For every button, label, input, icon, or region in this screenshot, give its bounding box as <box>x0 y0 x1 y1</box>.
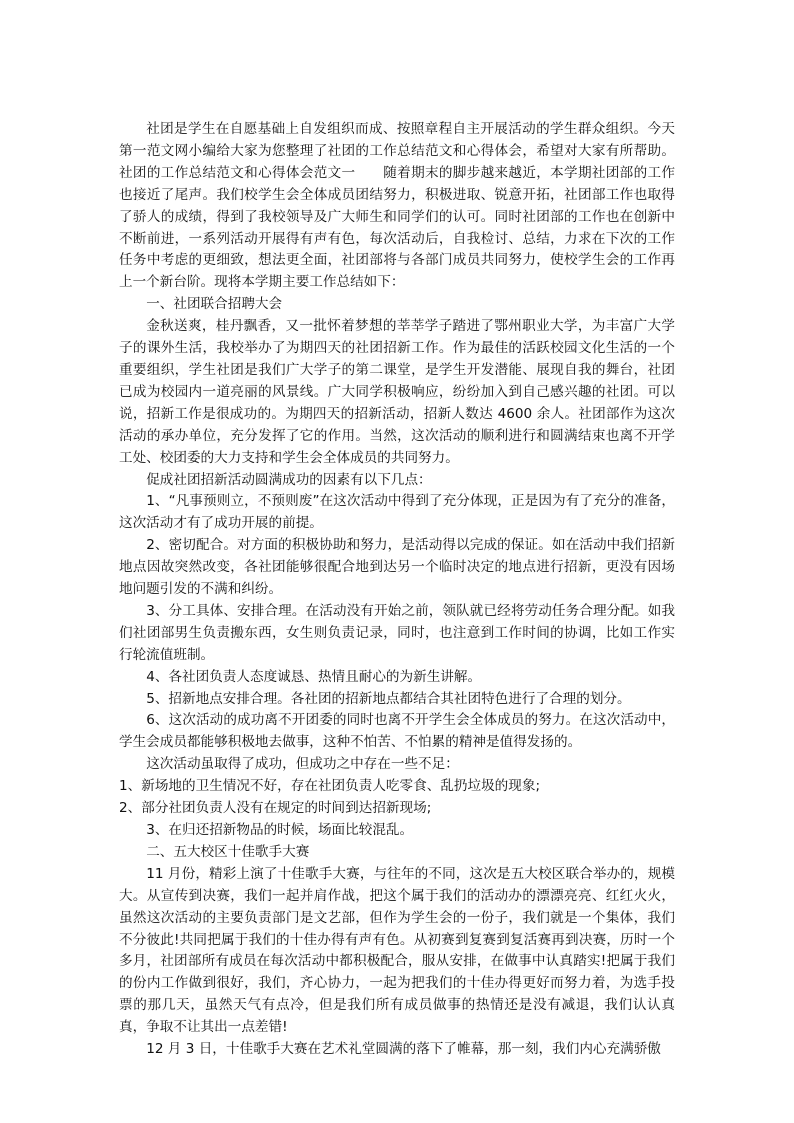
list-item: 1、“凡事预则立，不预则废”在这次活动中得到了充分体现，正是因为有了充分的准备，这次活动才有了成功开展的前提。 <box>119 493 675 532</box>
list-item: 2、部分社团负责人没有在规定的时间到达招新现场; <box>119 800 432 817</box>
list-item: 4、各社团负责人态度诚恳、热情且耐心的为新生讲解。 <box>146 668 482 685</box>
paragraph: 12 月 3 日，十佳歌手大赛在艺术礼堂圆满的落下了帷幕，那一刻，我们内心充满骄傲 <box>146 1041 661 1058</box>
list-item: 5、招新地点安排合理。各社团的招新地点都结合其社团特色进行了合理的划分。 <box>146 690 631 707</box>
paragraph: 11 月份，精彩上演了十佳歌手大赛，与往年的不同，这次是五大校区联合举办的，规模大。从宣传到决赛，我们一起并肩作战，把这个属于我们的活动办的漂漂亮亮、红红火火，虽然这次活动的主要负责部门是文艺部，但作为学生会的一份子，我们就是一个集体，我们不分彼此!共同把属于我们的十佳办得有声有色。从初赛到复赛到复活赛再到决赛，历时一个多月，社团部所有成员在每次活动中都积极配合，服从安排，在做事中认真踏实!把属于我们的份内工作做到很好，我们，齐心协力，一起为把我们的十佳办得更好而努力着，为选手投票的那几天，虽然天气有点冷，但是我们所有成员做事的热情还是没有减退，我们认认真真，争取不让其出一点差错! <box>119 865 675 1036</box>
intro-paragraph: 社团是学生在自愿基础上自发组织而成、按照章程自主开展活动的学生群众组织。今天第一范文网小编给大家为您整理了社团的工作总结范文和心得体会，希望对大家有所帮助。社团的工作总结范文和心得体会范文一 随着期末的脚步越来越近，本学期社团部的工作也接近了尾声。我们校学生会全体成员团结努力，积极进取、锐意开拓，社团部工作也取得了骄人的成绩，得到了我校领导及广大师生和同学们的认可。同时社团部的工作也在创新中不断前进，一系列活动开展得有声有色，每次活动后，自我检讨、总结，力求在下次的工作任务中考虑的更细致，想法更全面，社团部将与各部门成员共同努力，使校学生会的工作再上一个新台阶。现将本学期主要工作总结如下： <box>119 121 675 291</box>
list-item: 1、新场地的卫生情况不好，存在社团负责人吃零食、乱扔垃圾的现象; <box>119 778 541 795</box>
list-item: 2、密切配合。对方面的积极协助和努力，是活动得以完成的保证。如在活动中我们招新地点因故突然改变，各社团能够很配合地到达另一个临时决定的地点进行招新，更没有因场地问题引发的不满和纠纷。 <box>119 537 675 598</box>
list-item: 3、分工具体、安排合理。在活动没有开始之前，领队就已经将劳动任务合理分配。如我们社团部男生负责搬东西，女生则负责记录，同时，也注意到工作时间的协调，比如工作实行轮流值班制。 <box>119 602 675 663</box>
section-heading-1: 一、社团联合招聘大会 <box>146 296 283 313</box>
paragraph: 这次活动虽取得了成功，但成功之中存在一些不足： <box>146 756 459 773</box>
list-item: 6、这次活动的成功离不开团委的同时也离不开学生会全体成员的努力。在这次活动中，学生会成员都能够积极地去做事，这种不怕苦、不怕累的精神是值得发扬的。 <box>119 712 675 751</box>
document-body <box>119 119 675 1061</box>
paragraph: 金秋送爽，桂丹飘香，又一批怀着梦想的莘莘学子踏进了鄂州职业大学，为丰富广大学子的课外生活，我校举办了为期四天的社团招新工作。作为最佳的活跃校园文化生活的一个重要组织，学生社团是我们广大学子的第二课堂，是学生开发潜能、展现自我的舞台，社团已成为校园内一道亮丽的风景线。广大同学积极响应，纷纷加入到自己感兴趣的社团。可以说，招新工作是很成功的。为期四天的招新活动，招新人数达 4600 余人。社团部作为这次活动的承办单位，充分发挥了它的作用。当然，这次活动的顺利进行和圆满结束也离不开学工处、校团委的大力支持和学生会全体成员的共同努力。 <box>119 318 675 466</box>
section-heading-2: 二、五大校区十佳歌手大赛 <box>146 843 310 860</box>
paragraph: 促成社团招新活动圆满成功的因素有以下几点： <box>146 471 432 488</box>
list-item: 3、在归还招新物品的时候，场面比较混乱。 <box>146 822 414 838</box>
